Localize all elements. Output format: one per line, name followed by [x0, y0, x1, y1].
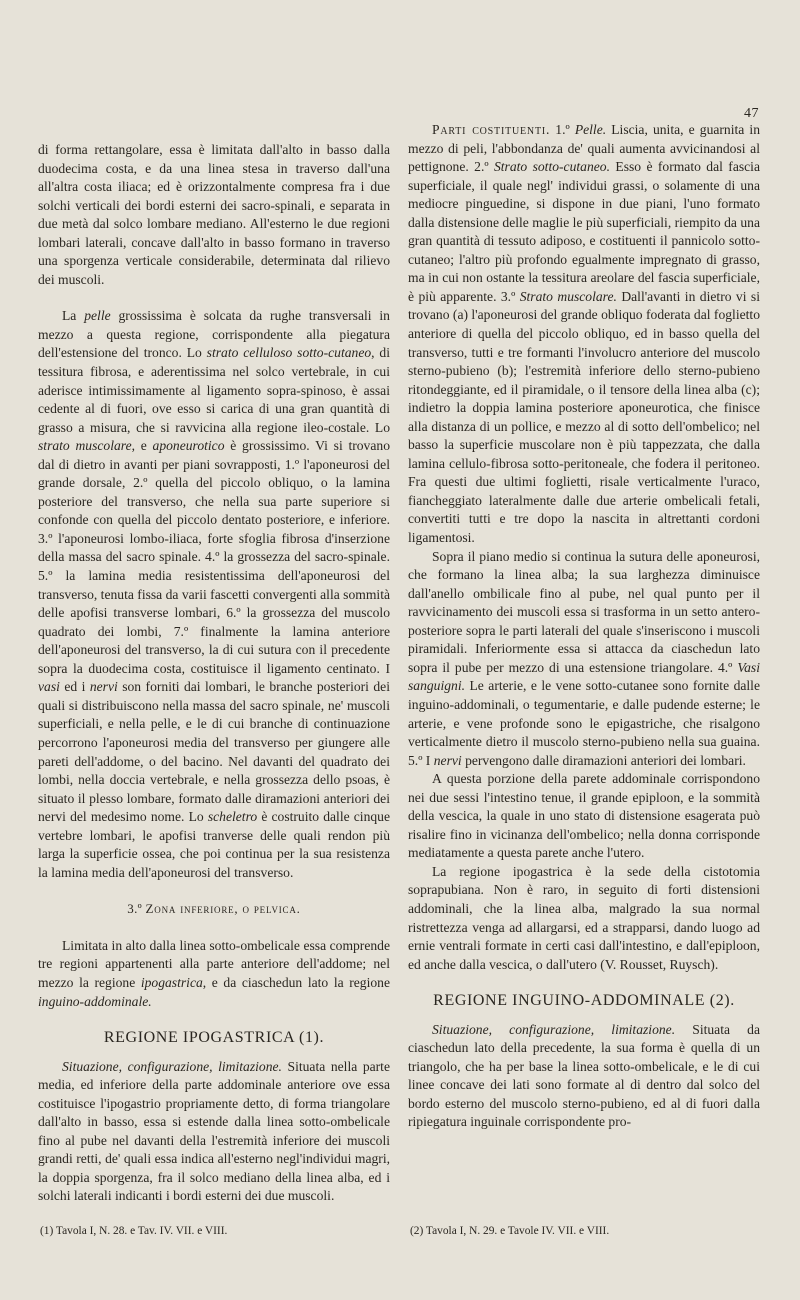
right-footnote: (2) Tavola I, N. 29. e Tavole IV. VII. e VIII. — [410, 1225, 610, 1237]
section-heading-ipogastrica: REGIONE IPOGASTRICA (1). — [103, 1029, 325, 1047]
page-number: 47 — [744, 106, 759, 121]
right-paragraph-2: Sopra il piano medio si continua la sutura delle aponeurosi, che formano la linea alba; la sua larghezza diminuisce dall'anello ombilicale fino al pube, nel qual punto per il ravvicinamento dei muscoli essa si trasforma in un setto antero-posteriore sopra le parti laterali del quale s'inseriscono i muscoli piramidali. Inferiormente essa si attacca da ciaschedun lato sopra il pube per mezzo di una estensione triangolare. 4.º Vasi sanguigni. Le arterie, e le vene sotto-cutanee sono fornite dalle inguino-addominali, o tegumentarie, e dalle pudende esterne; le arterie, e vene profonde sono le epigastriche, che risalgono verticalmente dietro il muscolo sterno-pubieno nella sua guaina. 5.º I nervi pervengono dalle diramazioni anteriori dei lombari. — [408, 548, 760, 768]
left-footnote: (1) Tavola I, N. 28. e Tav. IV. VII. e VIII. — [40, 1225, 228, 1237]
right-paragraph-1: Parti costituenti. 1.º Pelle. Liscia, unita, e guarnita in mezzo di peli, l'abbondanza de' quali aumenta avvicinandosi al pettignone. 2.º Strato sotto-cutaneo. Esso è formato dal fascia superficiale, il quale negl' individui grassi, o solamente di una mediocre pinguedine, si dispone in due piani, l'uno formato dalla distensione delle maglie le più superficiali, riempito da una gran quantità di tessuto adiposo, e costituenti il pannicolo sotto-cutaneo; l'altro più profondo egualmente impregnato di grasso, ma in cui non ostante la tessitura areolare del fascia superficiale, è più apparente. 3.º Strato muscolare. Dall'avanti in dietro vi si trovano (a) l'aponeurosi del grande obliquo foderata dal foglietto anteriore di quella del piccolo obliquo, ed in basso quella del transverso, tutti e tre formanti l'involucro anteriore del muscolo sterno-pubieno (b); l'estremità inferiore dello sterno-pubieno ritondeggiante, ed il piramidale, o il tensore della linea alba (c); indietro la doppia lamina posteriore aponeurotica, che finisce alla distanza di un pollice, e mezzo al di sotto dell'ombelico; nel basso la superficie muscolare non è più tappezzata, che dalla lamina cellulo-fibrosa sotto-peritoneale, che fodera il peritoneo. Fra questi due ultimi foglietti, risale verticalmente l'uraco, fiancheggiato lateralmente dalle due arterie ombelicali fetali, convertiti tutti e tre dopo la nascita in altrettanti cordoni ligamentosi. — [408, 122, 760, 546]
right-paragraph-5: Situazione, configurazione, limitazione. Situata da ciaschedun lato della precedente, la sua forma è quella di un triangolo, che ha per base la linea sotto-ombelicale, e le di cui linee concave dei lati sono formate al di dentro dal solco del bordo esterno del muscolo sterno-pubieno, ed al di fuori dalla ripiegatura inguinale corrispondente pro- — [408, 1021, 760, 1130]
zone-subheading: 3.º Zona inferiore, o pelvica. — [127, 901, 301, 917]
left-paragraph-3: Limitata in alto dalla linea sotto-ombelicale essa comprende tre regioni appartenenti alla parte anteriore dell'addome; nel mezzo la regione ipogastrica, e da ciaschedun lato la regione inguino-addominale. — [38, 937, 390, 1009]
left-paragraph-4: Situazione, configurazione, limitazione. Situata nella parte media, ed inferiore della parte addominale anteriore ove essa costituisce l'ipogastrio propriamente detto, di forma triangolare dall'alto in basso, essa si estende dalla linea sotto-ombelicale fino al pube nel davanti della l'estremità inferiore dei muscoli grandi retti, de' quali essa indica all'esterno negl'individui magri, la doppia sporgenza, fra il solco mediano della linea alba, ed i solchi laterali indicanti i bordi esterni dei due muscoli. — [38, 1058, 390, 1204]
section-heading-inguino-addominale: REGIONE INGUINO-ADDOMINALE (2). — [433, 992, 735, 1010]
right-paragraph-4: La regione ipogastrica è la sede della cistotomia soprapubiana. Non è raro, in seguito di forti distensioni addominali, che la linea alba, malgrado la sua normal ristrettezza venga ad allargarsi, ed a strapparsi, dando luogo ad ernie ventrali formate in certi casi dall'intestino, e dall'epiploon, ed anche dalla vescica, o dall'utero (V. Rousset, Ruysch). — [408, 863, 760, 972]
left-paragraph-2: La pelle grossissima è solcata da rughe transversali in mezzo a questa regione, corrispondente alla piegatura dell'estensione del tronco. Lo strato celluloso sotto-cutaneo, di tessitura fibrosa, e aderentissima nel solco vertebrale, in cui aderisce intimissimamente al ligamento sopra-spinoso, è assai cedente al di fuori, ove esso si carica di una gran quantità di grasso a misura, che si ravvicina alla regione ileo-costale. Lo strato muscolare, e aponeurotico è grossissimo. Vi si trovano dal di dietro in avanti per piani sovrapposti, 1.º l'aponeurosi del grande dorsale, 2.º quella del piccolo obliquo, o la lamina posteriore del transverso, che nella sua parte superiore si confonde con quella del piccolo dentato posteriore, e inferiore. 3.º l'aponeurosi lombo-iliaca, forte sfoglia fibrosa d'inserzione della massa del sacro spinale. 4.º la grossezza del sacro-spinale. 5.º la lamina media resistentissima dell'aponeurosi del transverso, tenuta fissa da varii fascetti convergenti alla sommità delle apofisi transverse lombari, 6.º la grossezza del muscolo quadrato dei lombi, 7.º finalmente la lamina anteriore dell'aponeurosi del transverso, la di cui sutura con il precedente sopra la duodecima costa, costituisce il ligamento centinato. I vasi ed i nervi son forniti dai lombari, le branche posteriori dei quali si distribuiscono nella massa del sacro spinale, ne' muscoli superficiali, e nella pelle, e le di cui branche di continuazione percorrono l'aponeurosi media del transverso per giungere alle pareti dell'addome, o del bacino. Nel davanti del quadrato dei lombi, nella doccia vertebrale, e nella grossezza dello psoas, è situato il plesso lombare, formato dalle diramazioni anteriori dei nervi del medesimo nome. Lo scheletro è costruito dalle cinque vertebre lombari, le apofisi tranverse delle quali rendon più larga la superficie ossea, che poi continua per la sua resistenza la lamina media dell'aponeurosi del transverso. — [38, 308, 391, 880]
left-paragraph-1: di forma rettangolare, essa è limitata dall'alto in basso dalla duodecima costa, e da una linea stesa in traverso dall'una all'altra costa iliaca; ed è orizzontalmente compresa fra i due solchi verticali dei bordi esterni dei sacro-spinali, e separata in due metà dal solco lombare mediano. All'esterno le due regioni lombari laterali, concave dall'alto in basso formano in traverso una sporgenza verticale considerabile, determinata dal rilievo dei muscoli. — [38, 142, 390, 287]
right-paragraph-3: A questa porzione della parete addominale corrispondono nei due sessi l'intestino tenue, il grande epiploon, e la sommità della vescica, la quale in uno stato di distensione esagerata può risalire fino in vicinanza dell'ombelico; nella donna corrisponde mediatamente a questa parete anche l'utero. — [408, 771, 760, 861]
